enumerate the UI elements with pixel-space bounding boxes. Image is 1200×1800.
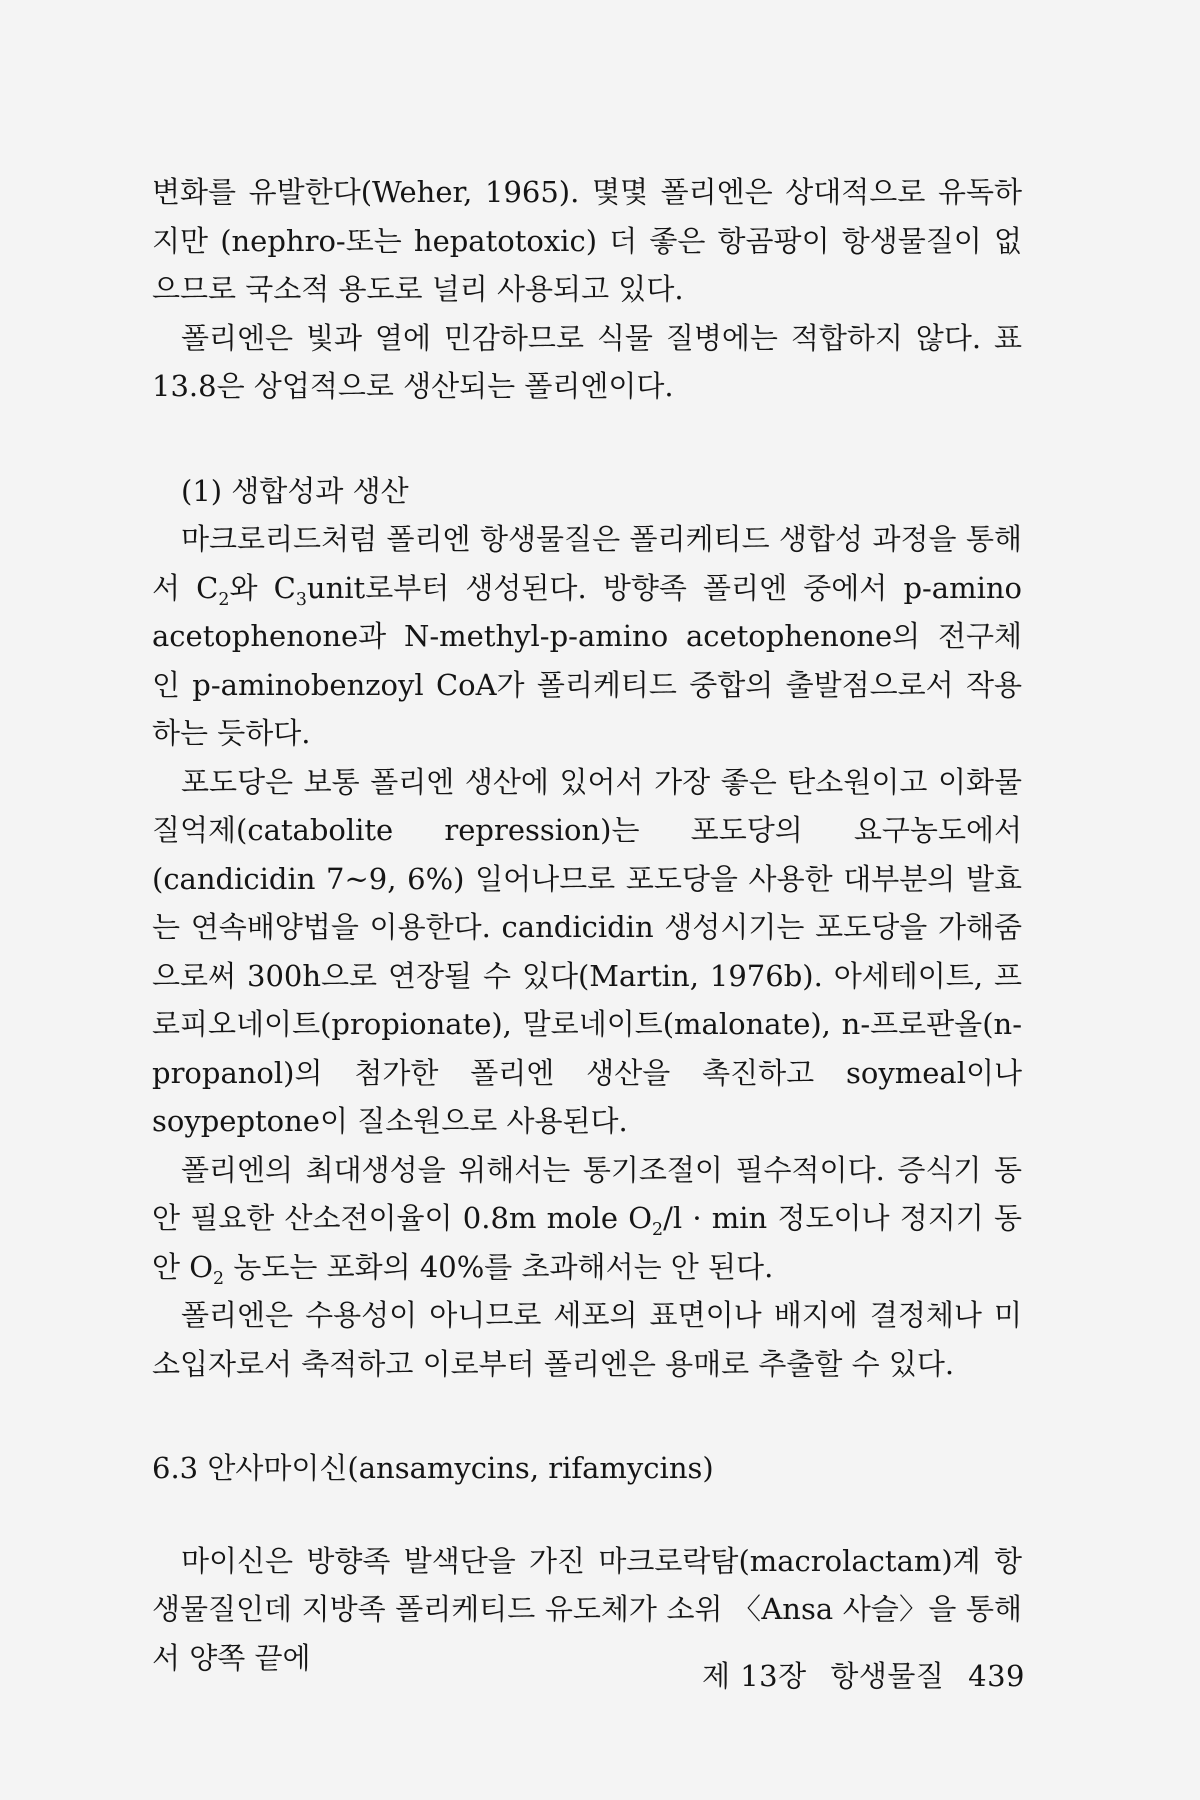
section-heading-biosynthesis: (1) 생합성과 생산 [181, 473, 409, 508]
paragraph-5: 폴리엔의 최대생성을 위해서는 통기조절이 필수적이다. 증식기 동안 필요한 산소전이율이 0.8m mole $O_2/l \cdot \min$ 정도이나 정지기 동안 $O_2$ 농도는 포화의 40%를 초과해서는 안 된다. [152, 1152, 1022, 1289]
paragraph-2: 폴리엔은 빛과 열에 민감하므로 식물 질병에는 적합하지 않다. 표 13.8은 상업적으로 생산되는 폴리엔이다. [152, 320, 1022, 403]
spacer [152, 411, 1022, 467]
section-heading-ansamycins: 6.3 안사마이신(ansamycins, rifamycins) [152, 1451, 714, 1485]
footer-title: 항생물질 [830, 1659, 945, 1693]
footer-chapter: 제 13장 [702, 1659, 807, 1693]
paragraph-1: 변화를 유발한다(Weher, 1965). 몇몇 폴리엔은 상대적으로 유독하지만 (nephro-또는 hepatotoxic) 더 좋은 항곰팡이 항생물질이 없으므로 국소적 용도로 널리 사용되고 있다. [152, 175, 1022, 306]
body-text [152, 168, 1022, 1682]
spacer [152, 1493, 1022, 1537]
paragraph-4: 포도당은 보통 폴리엔 생산에 있어서 가장 좋은 탄소원이고 이화물질억제(catabolite repression)는 포도당의 요구농도에서(candicidin 7~9, 6%) 일어나므로 포도당을 사용한 대부분의 발효는 연속배양법을 이용한다. candicidin 생성시기는 포도당을 가해줌으로써 300h으로 연장될 수 있다(Martin, 1976b). 아세테이트, 프로피오네이트(propionate), 말로네이트(malonate), n-프로판올(n-propanol)의 첨가한 폴리엔 생산을 촉진하고 soymeal이나 soypeptone이 질소원으로 사용된다. [152, 764, 1022, 1138]
spacer [152, 1388, 1022, 1444]
page-number: 439 [968, 1659, 1026, 1693]
paragraph-7: 마이신은 방향족 발색단을 가진 마크로락탐(macrolactam)계 항생물질인데 지방족 폴리케티드 유도체가 소위 〈Ansa 사슬〉을 통해서 양쪽 끝에 [152, 1543, 1022, 1675]
page-footer [702, 1654, 1039, 1695]
paragraph-3: 마크로리드처럼 폴리엔 항생물질은 폴리케티드 생합성 과정을 통해서 $C_2$와 $C_3unit$로부터 생성된다. 방향족 폴리엔 중에서 p-amino acetophenone과 N-methyl-p-amino acetophenone의 전구체인 p-aminobenzoyl CoA가 폴리케티드 중합의 출발점으로서 작용하는 듯하다. [152, 522, 1023, 750]
paragraph-6: 폴리엔은 수용성이 아니므로 세포의 표면이나 배지에 결정체나 미소입자로서 축적하고 이로부터 폴리엔은 용매로 추출할 수 있다. [152, 1298, 1022, 1381]
